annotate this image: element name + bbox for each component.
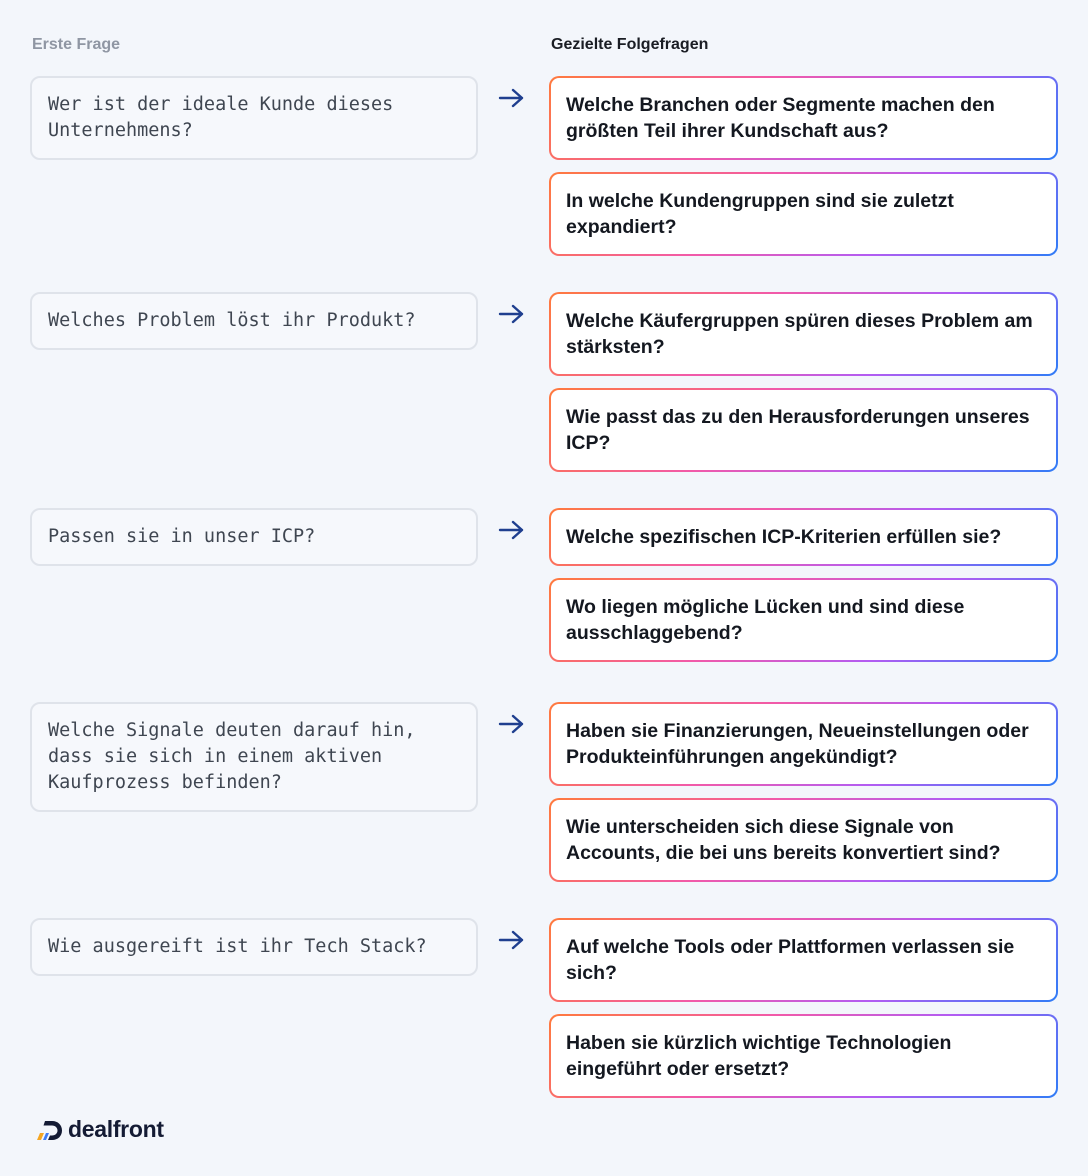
followup-question-box [549,578,1058,662]
followup-question-text: In welche Kundengruppen sind sie zuletzt expandiert? [551,174,1056,254]
followup-question-text: Welche Käufergruppen spüren dieses Problem am stärksten? [551,294,1056,374]
followup-question-text: Auf welche Tools oder Plattformen verlassen sie sich? [551,920,1056,1000]
column-header-initial-question: Erste Frage [32,36,121,53]
followup-question-box [549,1014,1058,1098]
followup-question-box [549,702,1058,786]
arrow-right-icon [498,303,526,325]
followup-question-text: Wie passt das zu den Herausforderungen unseres ICP? [551,390,1056,470]
followup-question-text: Haben sie kürzlich wichtige Technologien eingeführt oder ersetzt? [551,1016,1056,1096]
arrow-right-icon [498,87,526,109]
followup-question-box [549,508,1058,566]
arrow-right-icon [498,929,526,951]
followup-question-box [549,172,1058,256]
initial-question-box: Welches Problem löst ihr Produkt? [30,292,478,350]
dealfront-logo-text: dealfront [68,1116,164,1142]
arrow-right-icon [498,519,526,541]
dealfront-logo [36,1116,164,1143]
followup-question-box [549,918,1058,1002]
initial-question-box: Wie ausgereift ist ihr Tech Stack? [30,918,478,976]
dealfront-logo-mark-icon [36,1118,64,1142]
initial-question-box: Welche Signale deuten darauf hin, dass sie sich in einem aktiven Kaufprozess befinden? [30,702,478,812]
followup-question-text: Wie unterscheiden sich diese Signale von Accounts, die bei uns bereits konvertiert sind? [551,800,1056,880]
followup-question-text: Wo liegen mögliche Lücken und sind diese ausschlaggebend? [551,580,1056,660]
column-header-followups: Gezielte Folgefragen [551,36,709,53]
followup-question-text: Haben sie Finanzierungen, Neueinstellungen oder Produkteinführungen angekündigt? [551,704,1056,784]
followup-question-box [549,798,1058,882]
followup-question-box [549,292,1058,376]
followup-question-box [549,388,1058,472]
arrow-right-icon [498,713,526,735]
followup-question-box [549,76,1058,160]
followup-question-text: Welche spezifischen ICP-Kriterien erfüllen sie? [551,510,1056,564]
followup-question-text: Welche Branchen oder Segmente machen den größten Teil ihrer Kundschaft aus? [551,78,1056,158]
initial-question-box: Passen sie in unser ICP? [30,508,478,566]
initial-question-box: Wer ist der ideale Kunde dieses Unternehmens? [30,76,478,160]
